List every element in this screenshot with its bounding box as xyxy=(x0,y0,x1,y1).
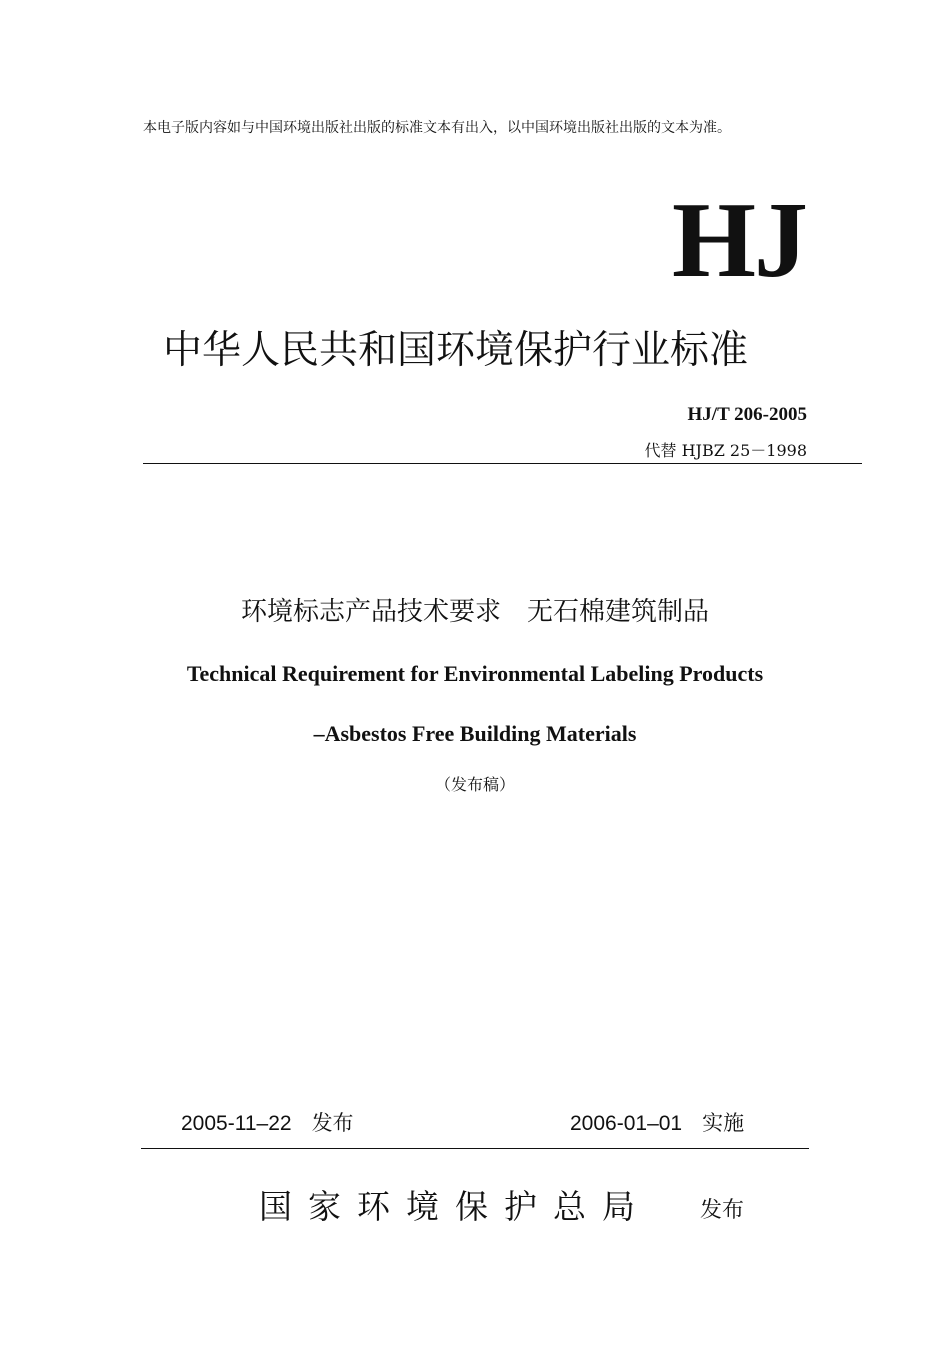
effective-label: 实施 xyxy=(702,1111,745,1135)
issuing-authority-suffix: 发布 xyxy=(700,1198,745,1223)
replaces-standard: 代替 HJBZ 25－1998 xyxy=(644,441,807,460)
draft-note: （发布稿） xyxy=(434,775,515,794)
standard-code: HJ/T 206-2005 xyxy=(687,404,807,425)
document-title-english-line-2: –Asbestos Free Building Materials xyxy=(313,721,637,746)
disclaimer-notice: 本电子版内容如与中国环境出版社出版的标准文本有出入，以中国环境出版社出版的文本为准。 xyxy=(143,120,731,136)
standard-category-title: 中华人民共和国环境保护行业标准 xyxy=(163,328,749,373)
document-title-chinese: 环境标志产品技术要求 无石棉建筑制品 xyxy=(240,597,709,627)
issuing-authority: 国家环境保护总局 xyxy=(259,1187,651,1226)
top-divider xyxy=(143,463,862,464)
effective-date-block xyxy=(570,1109,744,1138)
bottom-divider xyxy=(141,1148,809,1149)
effective-date: 2006-01–01 xyxy=(570,1112,683,1135)
document-title-english-line-1: Technical Requirement for Environmental Labeling Products xyxy=(186,661,764,686)
issue-date-block xyxy=(181,1109,354,1138)
hj-logo: HJ xyxy=(671,181,806,300)
issue-date: 2005-11–22 xyxy=(181,1112,292,1135)
issue-label: 发布 xyxy=(311,1111,354,1135)
